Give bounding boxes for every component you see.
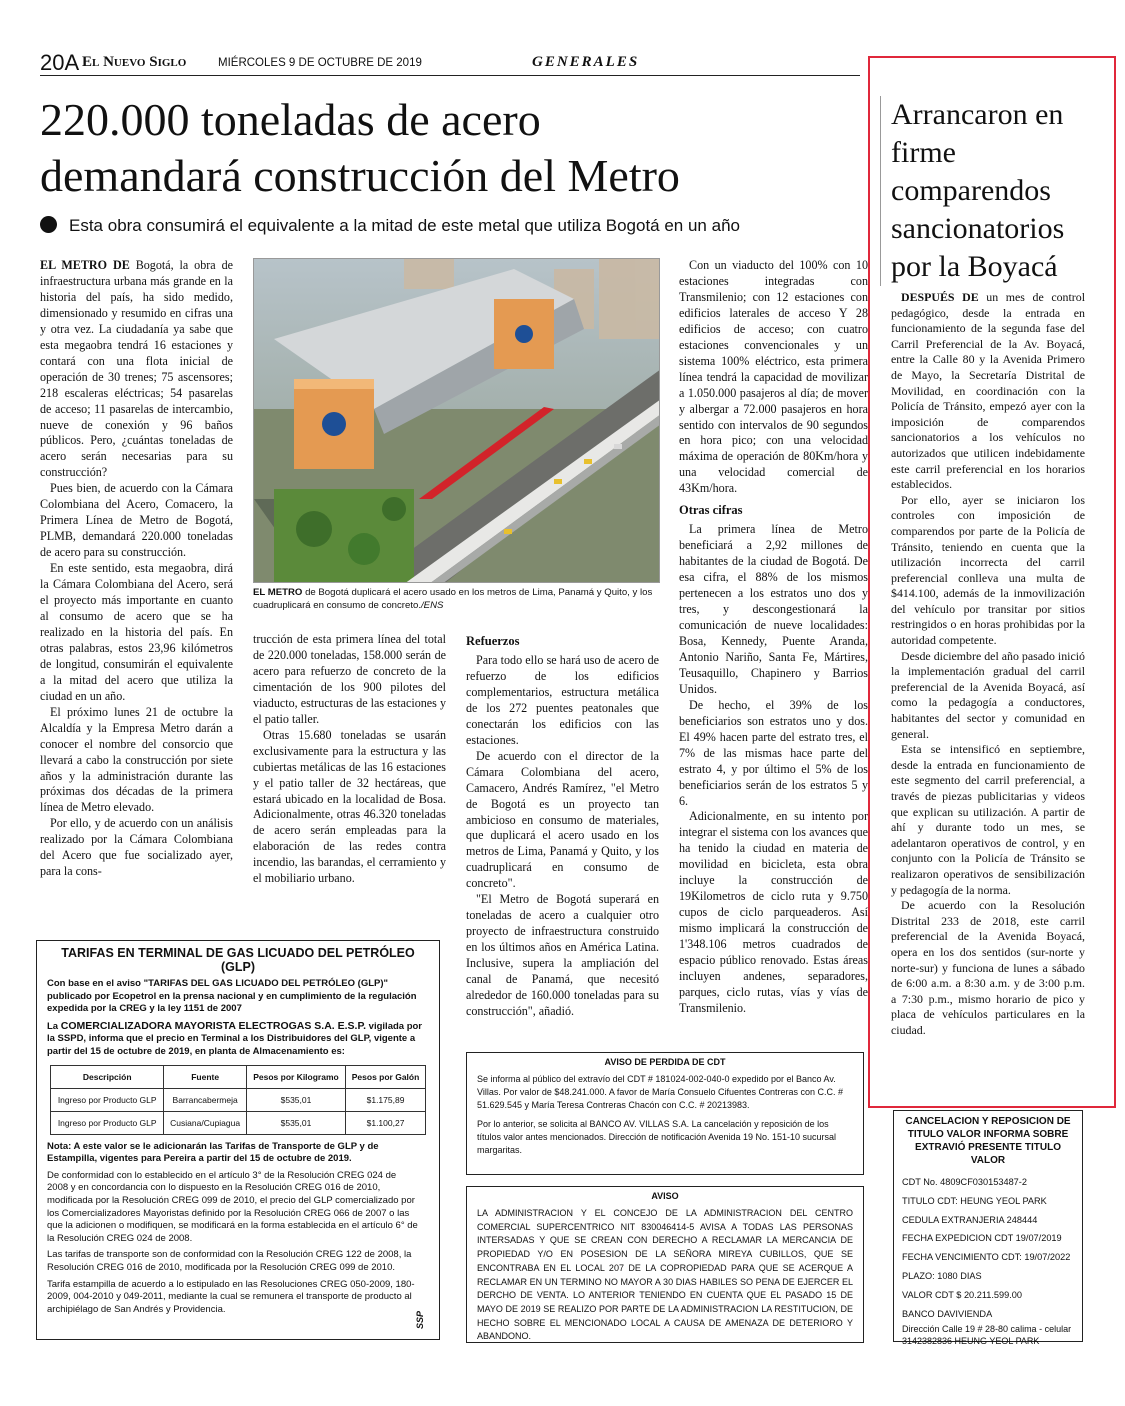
headline-line-2: demandará construcción del Metro xyxy=(40,150,680,201)
notice-details xyxy=(902,1173,1074,1323)
paragraph-text: un mes de control pedagógico, desde la entrada en funcionamiento de la segunda fase del Carril Preferencial de la Av. Boyacá, entre la Calle 80 y la Avenida Primero de Mayo, la Secretaría Distrital de Movilidad, en coordinación con la Policía de Tránsito, empezó ayer con la imposición de comparendos sancionatorios a los vehículos no autorizados que utilicen indebidamente este carril preferencial en los horarios establecidos. xyxy=(891,290,1085,492)
paragraph: Pues bien, de acuerdo con la Cámara Colombiana del Acero, Comacero, la Primera Línea de Metro de Bogotá, PLMB, demandará 220.000 toneladas de acero para su construcción. xyxy=(40,481,233,560)
paragraph: Por ello, ayer se iniciaron los controles con imposición de comparendos por parte de la Policía de Tránsito, teniendo en cuenta que la utilización incorrecta del carril preferencial conlleva una multa de $414.100, además de la inmovilización del vehículo por transitar por sitios restringidos o en horas prohibidas por la autoridad competente. xyxy=(891,492,1085,648)
subheadline xyxy=(40,216,870,236)
notice-title: AVISO DE PERDIDA DE CDT xyxy=(604,1057,726,1067)
photo-credit: /ENS xyxy=(421,600,444,611)
paragraph: trucción de esta primera línea del total de 220.000 toneladas, 158.000 serán de acero para refuerzo de concreto de la cimentación de los 900 pilotes del viaducto, estructuras de las estaciones y el patio taller. xyxy=(253,632,446,726)
paragraph: Por ello, y de acuerdo con un análisis realizado por la Cámara Colombiana del Acero que fue socializado ayer, para la cons- xyxy=(40,816,233,879)
price-table xyxy=(50,1065,426,1135)
paragraph: De hecho, el 39% de los beneficiarios son estratos uno y dos. El 49% hacen parte del estrato tres, el 7% de las mismas hace parte del estrato 4, y por último el 5% de los beneficiarios serán de los estratos 5 y 6. xyxy=(679,697,868,808)
article-column-4 xyxy=(679,258,868,1038)
detail-row: CEDULA EXTRANJERIA 248444 xyxy=(902,1214,1038,1225)
paragraph-text: Bogotá, la obra de infraestructura urbana más grande en la historia del país, ha sido medido, dimensionado y resumido en cifras una y otra vez. La ciudadanía ya sabe que esta megaobra tendrá 16 estaciones y contará con una flota inicial de operación de 30 trenes; 75 ascensores; 218 escaleras eléctricas; 54 pasarelas de acceso; 11 pasarelas de intercambio, nueve de conexión y 96 baños públicos. Pero, ¿cuántas toneladas de acero serán necesarias para su construcción? xyxy=(40,258,233,480)
table-header: Pesos por Galón xyxy=(346,1065,426,1088)
notice-title: AVISO xyxy=(651,1191,679,1201)
cdt-loss-notice xyxy=(466,1052,864,1175)
paragraph: El próximo lunes 21 de octubre la Alcaldía y la Empresa Metro darán a conocer el nombre del consorcio que llevará a cabo la construcción por siete años y la administración durante las próximas dos décadas de la primera línea de Metro elevado. xyxy=(40,704,233,815)
table-cell: Barrancabermeja xyxy=(164,1088,247,1111)
paragraph: "El Metro de Bogotá superará en toneladas de acero a cualquier otro proyecto de infraestructura construido en los últimos años en América Latina. Inclusive, supera la ampliación del canal de Panamá, que necesitó alrededor de 160.000 toneladas para su construcción", añadió. xyxy=(466,892,659,1018)
notice-paragraph: La COMERCIALIZADORA MAYORISTA ELECTROGAS S.A. E.S.P. vigilada por la SSPD, informa que el precio en Terminal a los Distribuidores del GLP, vigente a partir del 15 de octubre de 2019, en planta de Almacenamiento es: xyxy=(47,1019,423,1057)
masthead xyxy=(40,50,860,76)
notice-title: TARIFAS EN TERMINAL DE GAS LICUADO DEL PETRÓLEO (GLP) xyxy=(61,946,415,974)
paragraph: Otras 15.680 toneladas se usarán exclusivamente para la estructura y las cubiertas metálicas de las 16 estaciones y el patio taller de 32 hectáreas, que estará ubicado en la localidad de Bosa. Adicionalmente, otras 46.320 toneladas de acero serán empleadas para la elaboración de las redes contra incendio, las barandas, el cerramiento y el mobiliario urbano. xyxy=(253,727,446,886)
notice-paragraph: Tarifa estampilla de acuerdo a lo estipulado en las Resoluciones CREG 050-2009, 180-2009, 004-2010 y 049-2011, mediante la cual se remunera el transporte de producto al archipiélago de San Andrés y Providencia. xyxy=(47,1278,415,1315)
page-number: 20A xyxy=(40,50,80,75)
newspaper-name: El Nuevo Siglo xyxy=(82,54,187,70)
table-header: Descripción xyxy=(51,1065,164,1088)
issue-date: MIÉRCOLES 9 DE OCTUBRE DE 2019 xyxy=(218,57,422,69)
notice-title: CANCELACION Y REPOSICION DE TITULO VALOR INFORMA SOBRE EXTRAVIÓ PRESENTE TITULO VALOR xyxy=(905,1116,1071,1166)
subhead-text: Esta obra consumirá el equivalente a la mitad de este metal que utiliza Bogotá en un año xyxy=(69,216,740,235)
detail-row: BANCO DAVIVIENDA xyxy=(902,1308,993,1319)
title-value-notice xyxy=(893,1110,1083,1347)
detail-row: FECHA VENCIMIENTO CDT: 19/07/2022 xyxy=(902,1252,1071,1263)
side-headline: Arrancaron en firme comparendos sancionatorios por la Boyacá xyxy=(880,96,1105,286)
lead-in: EL METRO DE xyxy=(40,258,130,272)
detail-row: TITULO CDT: HEUNG YEOL PARK xyxy=(902,1195,1047,1206)
section-heading: Refuerzos xyxy=(466,634,520,648)
article-column-3 xyxy=(466,628,659,1038)
metro-illustration-image xyxy=(254,259,660,583)
paragraph xyxy=(40,258,233,481)
notice-paragraph: LA ADMINISTRACION Y EL CONCEJO DE LA ADMINISTRACION DEL CENTRO COMERCIAL SUPERCENTRICO NIT 830046414-5 AVISA A TODAS LAS PERSONAS INTERSADAS Y QUE SE CREAN CON DERECHO A RECLAMAR LA MERCANCIA DE PROPIEDAD Y/O EN POSESION DE LA SEÑORA MIREYA CUBILLOS, QUE SE ENCONTRABA EN EL LOCAL 207 DE LA COPROPIEDAD PARA QUE SE ACERQUE A RECLAMAR EN UN TERMINO NO MAYOR A 30 DIAS HABILES SO PENA DE EJERCER EL DERCHO DE VENTA. LO ANTERIOR TENIENDO EN CUENTA QUE EL PASADO 15 DE MAYO DE 2019 SE REALIZO POR PARTE DE LA ADMINISTRACION LA RESTITUCION, DE HECHO SOBRE EL MENCIONADO LOCAL A CAUSA DE AMENAZA DE DETERIORO Y ABANDONO. xyxy=(477,1208,853,1342)
detail-row: FECHA EXPEDICION CDT 19/07/2019 xyxy=(902,1233,1062,1244)
paragraph: Con un viaducto del 100% con 10 estaciones integradas con Transmilenio; con 12 estaciones con edificios laterales de acceso Y 28 edificios de acceso; con cuatro estaciones convencionales y un sistema 100% eléctrico, esta primera línea tendrá la capacidad de movilizar a 1.050.000 pasajeros al día; de mover y albergar a 72.000 pasajeros en hora sentido con intervalos de 90 segundos en hora pico; con una velocidad máxima de operación de 80Km/hora y una velocidad comercial de 43Km/hora. xyxy=(679,258,868,496)
paragraph: La primera línea de Metro beneficiará a 2,92 millones de habitantes de la ciudad de Bogotá. De esa cifra, el 88% de los mismos pertenecen a los estratos uno dos y tres, y descongestionará la comunicación de nueve localidades: Bosa, Kennedy, Puente Aranda, Antonio Nariño, Santa Fe, Mártires, Teusaquillo, Chapinero y Barrios Unidos. xyxy=(679,522,868,696)
article-column-1 xyxy=(40,258,233,922)
notice-paragraph: De conformidad con lo establecido en el artículo 3° de la Resolución CREG 024 de 2008 y en concordancia con lo dispuesto en la Resolución CREG 016 de 2010, modificada por la Resolución CREG 099 de 2010, el precio del GLP comercializado por los Comercializadores Mayoristas definido por la Resolución CREG 066 de 2007 o las que la adicionen o modifiquen, se modificará en la forma establecida en el artículo 6° de la Resolución CREG 024 de 2008. xyxy=(47,1169,418,1244)
side-article-body xyxy=(891,290,1085,1100)
table-cell: $1.175,89 xyxy=(346,1088,426,1111)
detail-row: VALOR CDT $ 20.211.599.00 xyxy=(902,1289,1023,1300)
caption-text: de Bogotá duplicará el acero usado en los metros de Lima, Panamá y Quito, y los cuadruplicará en consumo de concreto. xyxy=(253,587,653,611)
notice-paragraph: Por lo anterior, se solicita al BANCO AV. VILLAS S.A. La cancelación y reposición de los títulos valor antes mencionados. Dirección de notificación Avenida 19 No. 151-10 sucursal margaritas. xyxy=(477,1119,837,1155)
paragraph: Para todo ello se hará uso de acero de refuerzo de los edificios complementarios, estructura metálica de los 272 puentes peatonales que conectarán los edificios con las estaciones. xyxy=(466,653,659,747)
paragraph: En este sentido, esta megaobra, dirá la Cámara Colombiana del Acero, será el proyecto más importante en cuanto al consumo de acero que se ha realizado en la historia del país. En otras palabras, estos 23,96 kilómetros de longitud, consumirán el equivalente a la mitad del acero que utiliza la ciudad en un año. xyxy=(40,561,233,703)
detail-row: PLAZO: 1080 DIAS xyxy=(902,1270,982,1281)
table-cell: Ingreso por Producto GLP xyxy=(51,1111,164,1134)
ssp-logo: SSP xyxy=(415,1310,425,1329)
notice-paragraph: Se informa al público del extravío del CDT # 181024-002-040-0 expedido por el Banco Av. Villas. Por valor de $48.241.000. A favor de María Consuelo Cifuentes Contreras con C.C. # 51.629.545 y María Teresa Contreras Chacón con C.C. # 20213983. xyxy=(477,1074,844,1110)
notice-paragraph: Las tarifas de transporte son de conformidad con la Resolución CREG 122 de 2008, la Resolución CREG 016 de 2010, modificada por la Resolución CREG 099 de 2010. xyxy=(47,1249,412,1273)
table-cell: $535,01 xyxy=(246,1088,345,1111)
table-header: Fuente xyxy=(164,1065,247,1088)
table-row xyxy=(51,1111,426,1134)
section-heading: Otras cifras xyxy=(679,503,743,518)
paragraph: Esta se intensificó en septiembre, desde la entrada en funcionamiento de este segmento del carril preferencial, a través de piezas publicitarias y videos que explican su utilización. A partir de ahí y durante todo un mes, se adelantaron operativos de control, y en conjunto con la Policía de Tránsito se realizaron operativos de sensibilización y pedagogía de la norma. xyxy=(891,742,1085,897)
detail-row: CDT No. 4809CF030153487-2 xyxy=(902,1177,1027,1187)
paragraph: Desde diciembre del año pasado inició la implementación gradual del carril preferencial de la Avenida Boyacá, así como la pedagogía a conductores, habitantes del sector y comunidad en general. xyxy=(891,648,1085,741)
article-column-2 xyxy=(253,632,446,922)
section-name: GENERALES xyxy=(532,54,640,70)
table-cell: Ingreso por Producto GLP xyxy=(51,1088,164,1111)
photo-caption xyxy=(253,586,663,612)
headline-line-1: 220.000 toneladas de acero xyxy=(40,94,541,145)
metro-photo xyxy=(253,258,660,583)
table-cell: $535,01 xyxy=(246,1111,345,1134)
bullet-icon xyxy=(40,216,57,233)
paragraph: De acuerdo con el director de la Cámara Colombiana del acero, Camacero, Andrés Ramírez, "el Metro de Bogotá es un proyecto tan ambicioso en consumo de materiales, que duplicará el acero usado en los metros de Lima, Panamá y Quito, y los cuadruplicará en consumo de concreto". xyxy=(466,748,659,891)
lead-in: DESPUÉS DE xyxy=(901,290,979,304)
commercial-center-notice xyxy=(466,1186,864,1343)
table-cell: $1.100,27 xyxy=(346,1111,426,1134)
notice-address: Dirección Calle 19 # 28-80 calima - celular 3142382836 HEUNG YEOL PARK xyxy=(902,1324,1072,1347)
paragraph: De acuerdo con la Resolución Distrital 233 de 2018, este carril preferencial de la Avenida Boyacá, opera en los dos sentidos (sur-norte y norte-sur) y funciona de lunes a sábado de 6:00 a.m. a 8:30 a.m. y de 3:00 p.m. a 7:30 p.m., mismo horario de pico y placa de vehículos particulares en la ciudad. xyxy=(891,898,1085,1037)
paragraph: Adicionalmente, en su intento por integrar el sistema con los avances que ha tenido la ciudad en materia de movilidad en bicicleta, esta obra incluye la construcción de 19Kilometros de ciclo ruta y 9.750 cupos de ciclo parqueaderos. Así mismo implicará la construcción de 1'348.106 metros cuadrados de espacio público renovado. Estas áreas incluyen andenes, separadores, parques, ciclo rutas, vías y vías de Transmilenio. xyxy=(679,809,868,1015)
table-row xyxy=(51,1088,426,1111)
notice-intro: Con base en el aviso "TARIFAS DEL GAS LICUADO DEL PETRÓLEO (GLP)" publicado por Ecopetrol en la prensa nacional y en cumplimiento de la regulación expedida por la CREG y la ley 1151 de 2007 xyxy=(47,978,417,1015)
glp-tariff-notice xyxy=(36,940,440,1340)
main-headline xyxy=(40,92,870,204)
caption-lead: EL METRO xyxy=(253,587,303,598)
table-cell: Cusiana/Cupiagua xyxy=(164,1111,247,1134)
notice-note: Nota: A este valor se le adicionarán las Tarifas de Transporte de GLP y de Estampilla, vigentes para Pereira a partir del 15 de octubre de 2019. xyxy=(47,1140,379,1165)
paragraph xyxy=(891,290,1085,493)
table-header: Pesos por Kilogramo xyxy=(246,1065,345,1088)
